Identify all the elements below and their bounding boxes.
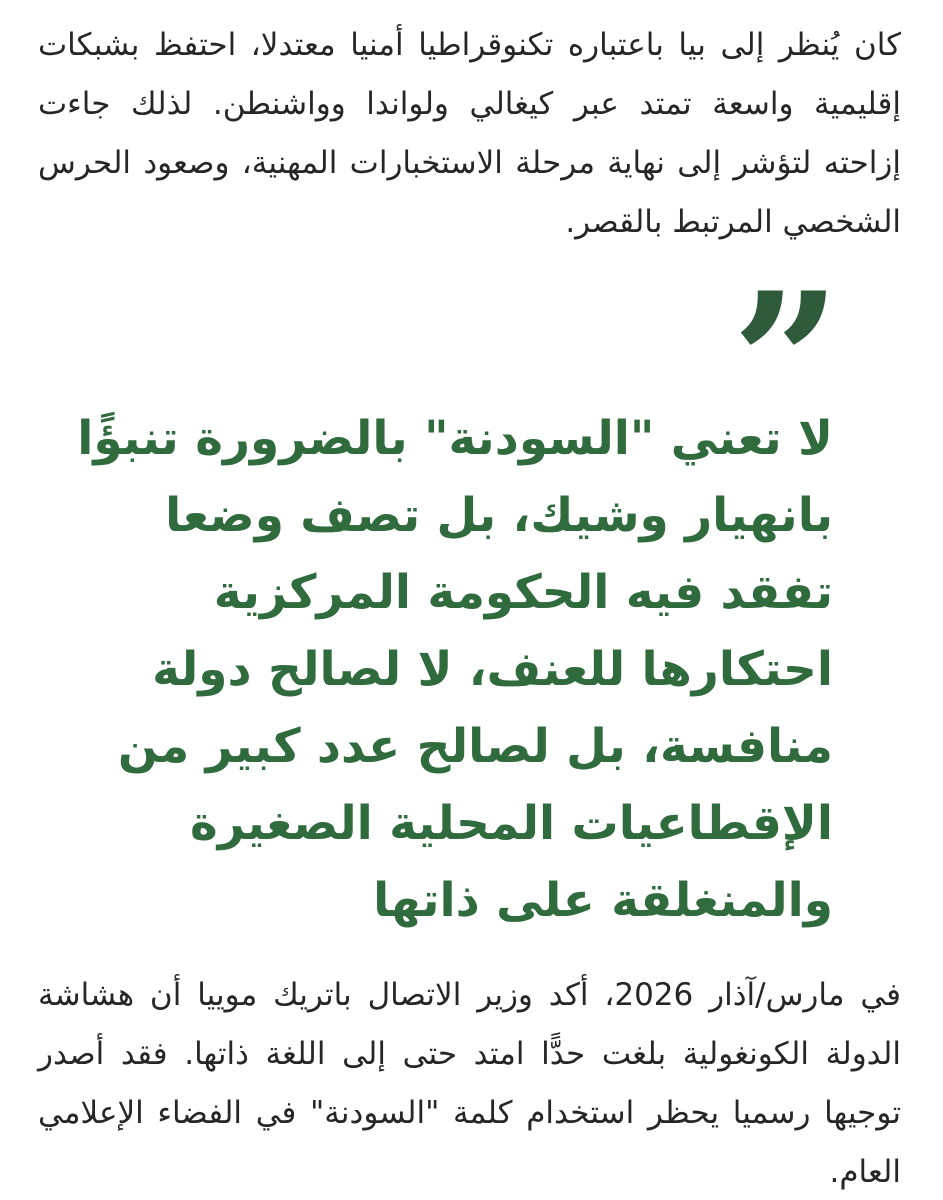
pull-quote-line: لا تعني "السودنة" بالضرورة تنبؤًا (77, 411, 833, 466)
pull-quote-line: الإقطاعيات المحلية الصغيرة (190, 796, 833, 851)
intro-paragraph: كان يُنظر إلى بيا باعتباره تكنوقراطيا أمنيا معتدلا، احتفظ بشبكات إقليمية واسعة تمتد عبر كيغالي ولواندا وواشنطن. لذلك جاءت إزاحته لتؤشر إلى نهاية مرحلة الاستخبارات المهنية، وصعود الحرس الشخصي المرتبط بالقصر. (38, 27, 901, 240)
pull-quote-line: تفقد فيه الحكومة المركزية (213, 565, 833, 620)
pull-quote (77, 400, 833, 939)
quotation-mark-icon: ” (731, 251, 841, 474)
pull-quote-line: منافسة، بل لصالح عدد كبير من (117, 719, 833, 774)
pull-quote-line: بانهيار وشيك، بل تصف وضعا (165, 488, 833, 543)
pull-quote-line: والمنغلقة على ذاتها (373, 873, 833, 928)
pull-quote-line: احتكارها للعنف، لا لصالح دولة (152, 642, 833, 697)
closing-paragraph: في مارس/آذار 2026، أكد وزير الاتصال باتريك موييا أن هشاشة الدولة الكونغولية بلغت حدًّا امتد حتى إلى اللغة ذاتها. فقد أصدر توجيها رسميا يحظر استخدام كلمة "السودنة" في الفضاء الإعلامي العام. (38, 977, 901, 1190)
